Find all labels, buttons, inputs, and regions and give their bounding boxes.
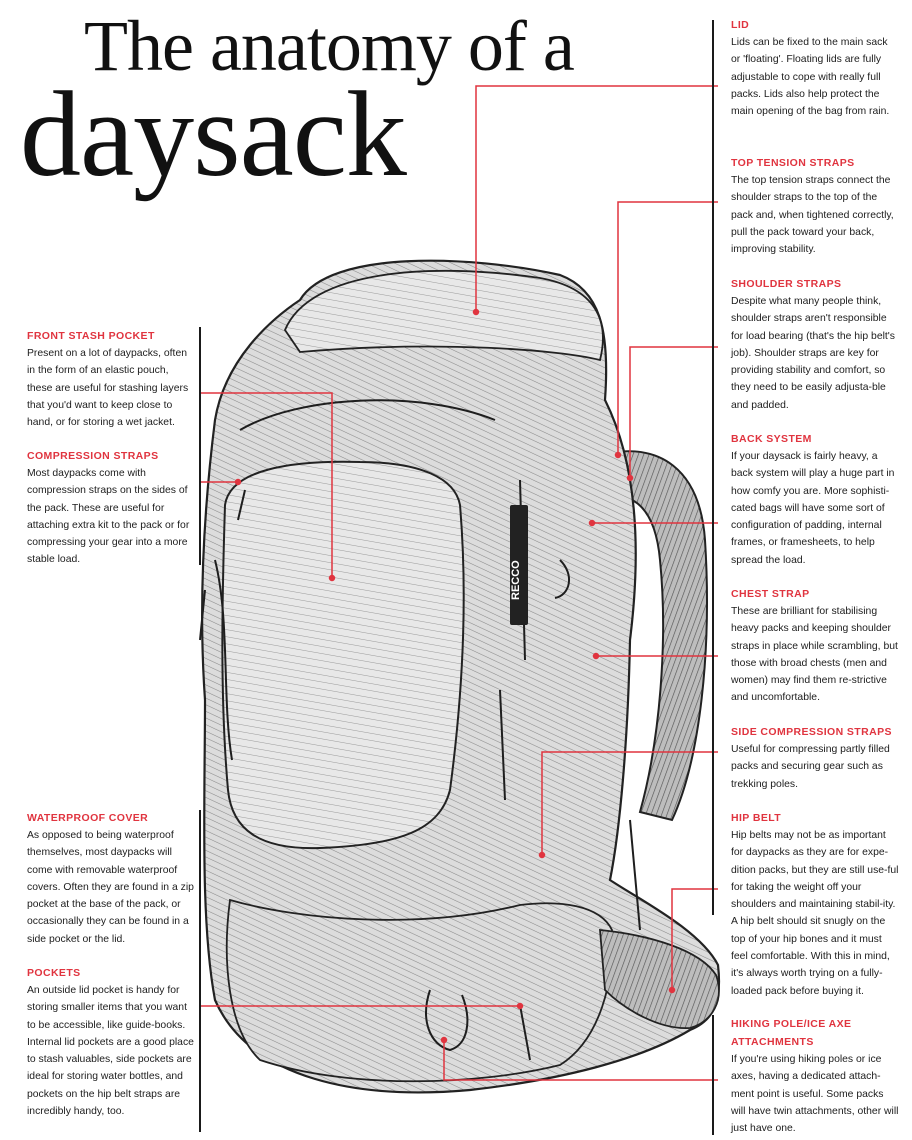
body-hiking-pole-attachments: If you're using hiking poles or ice axes, having a dedicated attach-ment point is useful. Some packs will have twin attachments, other will just have one.	[731, 1054, 899, 1135]
heading-side-compression-straps: SIDE COMPRESSION STRAPS	[731, 726, 892, 738]
section-hiking-pole-attachments	[731, 1015, 899, 1137]
front-pocket-shape	[222, 462, 463, 848]
body-front-stash-pocket: Present on a lot of daypacks, often in the form of an elastic pouch, these are useful for stashing layers that you'd want to keep close to hand, or for storing a wet jacket.	[27, 348, 189, 429]
body-chest-strap: These are brilliant for stabilising heavy packs and keeping shoulder straps in place while scrambling, but those with broad chests (men and women) may find them re-strictive and uncomfortable.	[731, 606, 898, 704]
section-shoulder-straps	[731, 275, 899, 414]
section-side-compression-straps	[731, 723, 899, 793]
section-hip-belt	[731, 809, 899, 1000]
section-waterproof-cover	[27, 809, 195, 948]
section-lid	[731, 16, 899, 120]
heading-chest-strap: CHEST STRAP	[731, 588, 810, 600]
body-side-compression-straps: Useful for compressing partly filled packs and securing gear such as trekking poles.	[731, 744, 890, 790]
heading-shoulder-straps: SHOULDER STRAPS	[731, 278, 842, 290]
heading-hiking-pole-attachments: HIKING POLE/ICE AXE ATTACHMENTS	[731, 1018, 852, 1048]
left-rule-bottom	[199, 810, 201, 1132]
right-rule-bottom	[712, 1015, 714, 1135]
heading-waterproof-cover: WATERPROOF COVER	[27, 812, 149, 824]
left-rule-top	[199, 327, 201, 565]
body-pockets: An outside lid pocket is handy for storing smaller items that you want to be accessible, like guide-books. Internal lid pockets are a good place to stash valuables, side pockets are ideal for storing water bottles, and pockets on the hip belt straps are incredibly handy, too.	[27, 985, 194, 1118]
body-lid: Lids can be fixed to the main sack or 'floating'. Floating lids are fully adjustable to cope with really full packs. Lids also help protect the main opening of the bag from rain.	[731, 37, 890, 118]
body-hip-belt: Hip belts may not be as important for daypacks as they are for expe-dition packs, but they are still use-ful for taking the weight off your shoulders and maintaining stabil-ity. A hip belt should sit snugly on the top of your hip bones and it must feel comfortable. With this in mind, it's always worth trying on a fully-loaded pack before buying it.	[731, 830, 899, 997]
body-waterproof-cover: As opposed to being waterproof themselves, most daypacks will come with removable waterproof covers. Often they are found in a zip pocket at the base of the pack, or occasionally they can be found in a side pocket or the lid.	[27, 830, 194, 945]
section-chest-strap	[731, 585, 899, 707]
title-line-1: The anatomy of a	[84, 6, 574, 86]
heading-lid: LID	[731, 19, 750, 31]
base-shape	[227, 900, 613, 1081]
section-front-stash-pocket	[27, 327, 195, 431]
heading-front-stash-pocket: FRONT STASH POCKET	[27, 330, 155, 342]
recco-strap-label: RECCO	[510, 560, 522, 600]
section-top-tension-straps	[731, 154, 899, 258]
title-line-2: daysack	[20, 67, 406, 202]
heading-compression-straps: COMPRESSION STRAPS	[27, 450, 159, 462]
right-rule-top	[712, 20, 714, 915]
heading-top-tension-straps: TOP TENSION STRAPS	[731, 157, 855, 169]
body-top-tension-straps: The top tension straps connect the shoulder straps to the top of the pack and, when tightened correctly, pull the pack toward your back, improving stability.	[731, 175, 894, 256]
section-back-system	[731, 430, 899, 569]
heading-hip-belt: HIP BELT	[731, 812, 782, 824]
section-compression-straps	[27, 447, 195, 569]
body-compression-straps: Most daypacks come with compression straps on the sides of the pack. These are useful for attaching extra kit to the pack or for compressing your gear into a more stable load.	[27, 468, 190, 566]
heading-pockets: POCKETS	[27, 967, 81, 979]
heading-back-system: BACK SYSTEM	[731, 433, 812, 445]
body-shoulder-straps: Despite what many people think, shoulder straps aren't responsible for load bearing (that's the hip belt's job). Shoulder straps are key for providing stability and comfort, so they need to be easily adjusta-ble and padded.	[731, 296, 895, 411]
section-pockets	[27, 964, 195, 1120]
body-back-system: If your daysack is fairly heavy, a back system will play a huge part in how comfy you are. More sophisti-cated bags will have some sort of configuration of padding, internal frames, or framesheets, to help spread the load.	[731, 451, 895, 566]
